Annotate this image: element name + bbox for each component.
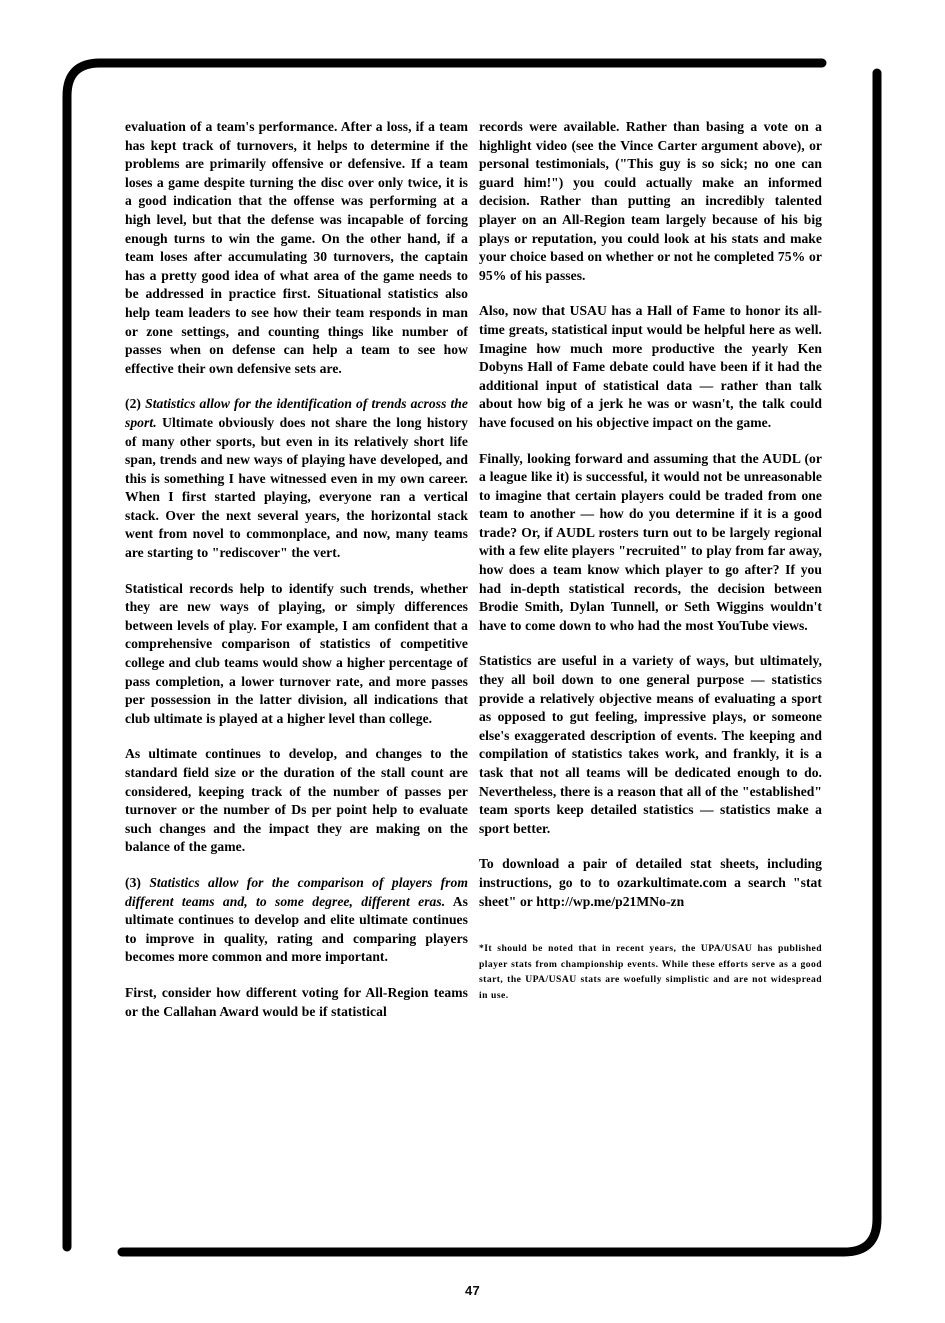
paragraph-text: Finally, looking forward and assuming that the AUDL (or a league like it) is successful, it would not be unreasonable to imagine that certain players could be traded from one team to another — how do you determine if it is a good trade? Or, if AUDL rosters turn out to be largely regional with a few elite players "recruited" to play from far away, how does a team know which player to go after? If you had in-depth statistical records, the decision between Brodie Smith, Dylan Tunnell, or Seth Wiggins wouldn't have to come down to who had the most YouTube views. (479, 450, 822, 633)
paragraph-text: evaluation of a team's performance. After a loss, if a team has kept track of turnovers, it helps to determine if the problems are primarily offensive or defensive. If a team loses a game despite turning the disc over only twice, it is a good indication that the offense was performing at a high level, but that the defense was incapable of forcing enough turns to win the game. On the other hand, if a team loses after accumulating 30 turnovers, the captain has a pretty good idea of what area of the game needs to be addressed in practice first. Situational statistics also help team leaders to see how their team responds in man or zone settings, and counting things like number of passes when on defense can help a team to see how effective their own defensive sets are. (125, 119, 468, 376)
right-text-column (479, 118, 822, 1003)
paragraph (479, 450, 822, 636)
paragraph (479, 118, 822, 285)
paragraph-download-info (479, 855, 822, 911)
paragraph (125, 118, 468, 378)
paragraph (479, 302, 822, 432)
left-text-column (125, 118, 468, 1021)
paragraph-continued (125, 984, 468, 1021)
footnote-block (479, 941, 822, 1003)
paragraph-text: As ultimate continues to develop, and changes to the standard field size or the duration of the stall count are considered, keeping track of the number of passes per turnover or the number of Ds per point help to evaluate such changes and the impact they are making on the balance of the game. (125, 746, 468, 855)
paragraph-text: Also, now that USAU has a Hall of Fame to honor its all-time greats, statistical input would be helpful here as well. Imagine how much more productive the yearly Ken Dobyns Hall of Fame debate could have been if it had the additional input of statistical data — rather than talk about how big of a jerk he was or wasn't, the talk could have focused on his objective impact on the game. (479, 303, 822, 430)
paragraph-lead-italic: Statistics allow for the comparison of players from different teams and, to some degree, different eras. (125, 874, 468, 909)
page-content (125, 118, 822, 1021)
paragraph-text: records were available. Rather than basing a vote on a highlight video (see the Vince Carter argument above), or personal testimonials, ("This guy is so sick; no one can guard him!") you could actually make an informed decision. Rather than putting an incredibly talented player on an All-Region team largely because of his big plays or reputation, you could look at his stats and make your choice based on whether or not he completed 75% or 95% of his passes. (479, 119, 822, 283)
paragraph-text: First, consider how different voting for All-Region teams or the Callahan Award would be if statistical (125, 984, 468, 1019)
paragraph-text: As ultimate continues to develop and elite ultimate continues to improve in quality, rating and comparing players becomes more common and more important. (125, 893, 468, 965)
paragraph-marker: (2) (125, 396, 146, 412)
paragraph-text: To download a pair of detailed stat sheets, including instructions, go to to ozarkultimate.com a search "stat sheet" or http://wp.me/p21MNo-zn (479, 856, 822, 909)
paragraph-numbered-2 (125, 395, 468, 562)
footnote-text: *It should be noted that in recent years, the UPA/USAU has published player stats from championship events. While these efforts serve as a good start, the UPA/USAU stats are woefully simplistic and are not widespread in use. (479, 943, 822, 1001)
paragraph (125, 745, 468, 857)
page-number: 47 (464, 1283, 481, 1298)
two-column-layout (125, 118, 822, 1021)
paragraph-text: Statistics are useful in a variety of ways, but ultimately, they all boil down to one general purpose — statistics provide a relatively objective means of evaluating a sport as opposed to gut feeling, impressive plays, or someone else's exaggerated description of events. The keeping and compilation of statistics takes work, and frankly, it is a task that not all teams will be dedicated enough to do. Nevertheless, there is a reason that all of the "established" team sports keep detailed statistics — statistics make a sport better. (479, 653, 822, 836)
paragraph-lead-italic: Statistics allow for the identification of trends across the sport. (125, 396, 468, 430)
paragraph-numbered-3 (125, 874, 468, 967)
paragraph-text: Statistical records help to identify such trends, whether they are new ways of playing, or simply differences between levels of play. For example, I am confident that a comprehensive comparison of statistics of competitive college and club teams would show a higher percentage of pass completion, a lower turnover rate, and more passes per possession in the latter division, all indications that club ultimate is played at a higher level than college. (125, 580, 468, 726)
paragraph (125, 580, 468, 729)
paragraph-text: Ultimate obviously does not share the long history of many other sports, but even in its relatively short life span, trends and new ways of playing have developed, and this is something I have witnessed even in my own career. When I first started playing, everyone ran a vertical stack. Over the next several years, the horizontal stack went from novel to commonplace, and now, many teams are starting to "rediscover" the vert. (125, 414, 468, 561)
paragraph-marker: (3) (125, 874, 150, 890)
paragraph (479, 652, 822, 838)
